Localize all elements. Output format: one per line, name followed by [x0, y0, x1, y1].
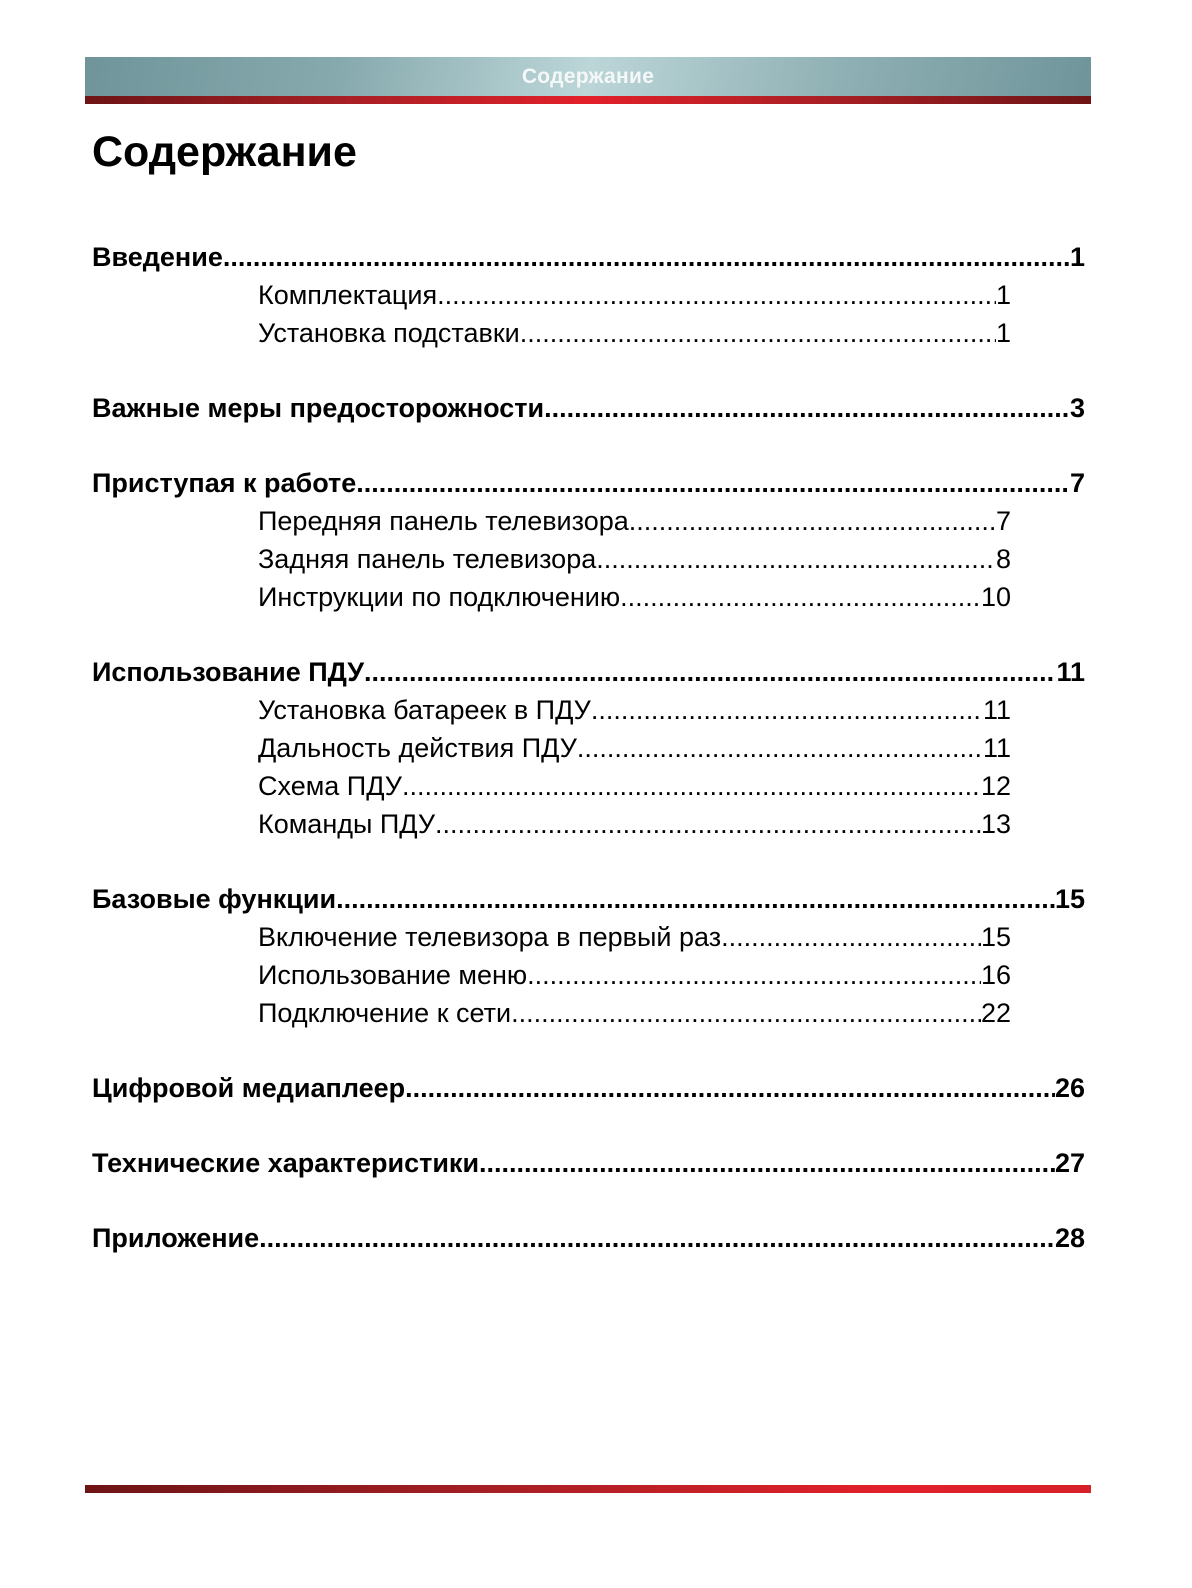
toc-subentry-first-power-on[interactable]	[258, 918, 1011, 956]
toc-subentry-remote-commands[interactable]	[258, 805, 1011, 843]
table-of-contents	[92, 238, 1092, 1294]
toc-subentry-page: 15	[980, 922, 1011, 952]
toc-subentry-network-connection[interactable]	[258, 994, 1011, 1032]
page-title: Содержание	[92, 128, 357, 176]
toc-section-introduction	[92, 238, 1092, 352]
toc-subentry-page: 1	[995, 318, 1011, 348]
toc-subentry-label: Дальность действия ПДУ	[258, 733, 577, 763]
toc-entry-page: 26	[1054, 1073, 1085, 1103]
dot-leader	[520, 314, 996, 352]
toc-subentry-remote-diagram[interactable]	[258, 767, 1011, 805]
toc-subentry-front-panel[interactable]	[258, 502, 1011, 540]
toc-subentry-page: 16	[980, 960, 1011, 990]
dot-leader	[223, 238, 1070, 276]
toc-subentry-page: 1	[995, 280, 1011, 310]
dot-leader	[405, 1069, 1055, 1107]
toc-subentry-label: Схема ПДУ	[258, 771, 402, 801]
dot-leader	[364, 653, 1056, 691]
toc-section-remote-control	[92, 653, 1092, 843]
header-band-title: Содержание	[521, 64, 655, 88]
toc-section-getting-started	[92, 464, 1092, 616]
toc-subentry-label: Использование меню	[258, 960, 528, 990]
dot-leader	[402, 767, 981, 805]
toc-entry-label: Приложение	[92, 1223, 260, 1253]
toc-subentry-page: 13	[980, 809, 1011, 839]
toc-subentry-label: Инструкции по подключению	[258, 582, 621, 612]
toc-entry-getting-started[interactable]	[92, 464, 1085, 502]
header-band	[85, 57, 1091, 96]
toc-entry-label: Важные меры предосторожности	[92, 393, 545, 423]
toc-subentry-label: Включение телевизора в первый раз	[258, 922, 722, 952]
toc-subentry-page: 22	[980, 998, 1011, 1028]
toc-entry-media-player[interactable]	[92, 1069, 1085, 1107]
toc-entry-remote-control[interactable]	[92, 653, 1085, 691]
toc-subentry-page: 7	[995, 506, 1011, 536]
dot-leader	[596, 540, 996, 578]
dot-leader	[511, 994, 981, 1032]
toc-subentry-rear-panel[interactable]	[258, 540, 1011, 578]
dot-leader	[620, 578, 981, 616]
toc-subentry-page: 12	[980, 771, 1011, 801]
dot-leader	[544, 389, 1070, 427]
toc-entry-introduction[interactable]	[92, 238, 1085, 276]
toc-entry-page: 3	[1069, 393, 1085, 423]
toc-entry-basic-functions[interactable]	[92, 880, 1085, 918]
toc-entry-page: 28	[1054, 1223, 1085, 1253]
dot-leader	[259, 1219, 1055, 1257]
toc-subentry-label: Комплектация	[258, 280, 438, 310]
toc-subentry-label: Передняя панель телевизора	[258, 506, 629, 536]
dot-leader	[336, 880, 1055, 918]
toc-subentry-using-menu[interactable]	[258, 956, 1011, 994]
toc-subentry-label: Задняя панель телевизора	[258, 544, 597, 574]
dot-leader	[527, 956, 981, 994]
toc-entry-specifications[interactable]	[92, 1144, 1085, 1182]
toc-entry-label: Технические характеристики	[92, 1148, 480, 1178]
dot-leader	[435, 805, 981, 843]
toc-subentry-remote-range[interactable]	[258, 729, 1011, 767]
toc-section-safety	[92, 389, 1092, 427]
toc-section-appendix	[92, 1219, 1092, 1257]
dot-leader	[629, 502, 996, 540]
toc-entry-page: 1	[1069, 242, 1085, 272]
toc-subentry-label: Установка батареек в ПДУ	[258, 695, 591, 725]
toc-entry-label: Использование ПДУ	[92, 657, 364, 687]
toc-entry-label: Введение	[92, 242, 223, 272]
toc-entry-label: Цифровой медиаплеер	[92, 1073, 406, 1103]
dot-leader	[437, 276, 996, 314]
dot-leader	[577, 729, 983, 767]
dot-leader	[356, 464, 1070, 502]
toc-entry-appendix[interactable]	[92, 1219, 1085, 1257]
toc-entry-page: 27	[1054, 1148, 1085, 1178]
toc-subentry-stand-installation[interactable]	[258, 314, 1011, 352]
toc-entry-label: Приступая к работе	[92, 468, 357, 498]
toc-subentry-label: Команды ПДУ	[258, 809, 436, 839]
toc-entry-page: 7	[1069, 468, 1085, 498]
toc-entry-safety[interactable]	[92, 389, 1085, 427]
toc-subentry-page: 11	[982, 733, 1011, 763]
footer-red-divider	[85, 1485, 1091, 1493]
dot-leader	[721, 918, 981, 956]
toc-entry-page: 15	[1054, 884, 1085, 914]
toc-subentry-label: Подключение к сети	[258, 998, 512, 1028]
dot-leader	[479, 1144, 1055, 1182]
toc-subentry-page: 10	[980, 582, 1011, 612]
toc-subentry-connection-instructions[interactable]	[258, 578, 1011, 616]
toc-subentry-label: Установка подставки	[258, 318, 520, 348]
toc-subentry-page: 11	[982, 695, 1011, 725]
toc-section-basic-functions	[92, 880, 1092, 1032]
toc-entry-page: 11	[1056, 657, 1085, 687]
toc-subentry-battery-installation[interactable]	[258, 691, 1011, 729]
toc-section-specifications	[92, 1144, 1092, 1182]
dot-leader	[591, 691, 983, 729]
toc-section-media-player	[92, 1069, 1092, 1107]
header-red-divider	[85, 96, 1091, 104]
toc-subentry-package-contents[interactable]	[258, 276, 1011, 314]
toc-subentry-page: 8	[995, 544, 1011, 574]
toc-entry-label: Базовые функции	[92, 884, 337, 914]
